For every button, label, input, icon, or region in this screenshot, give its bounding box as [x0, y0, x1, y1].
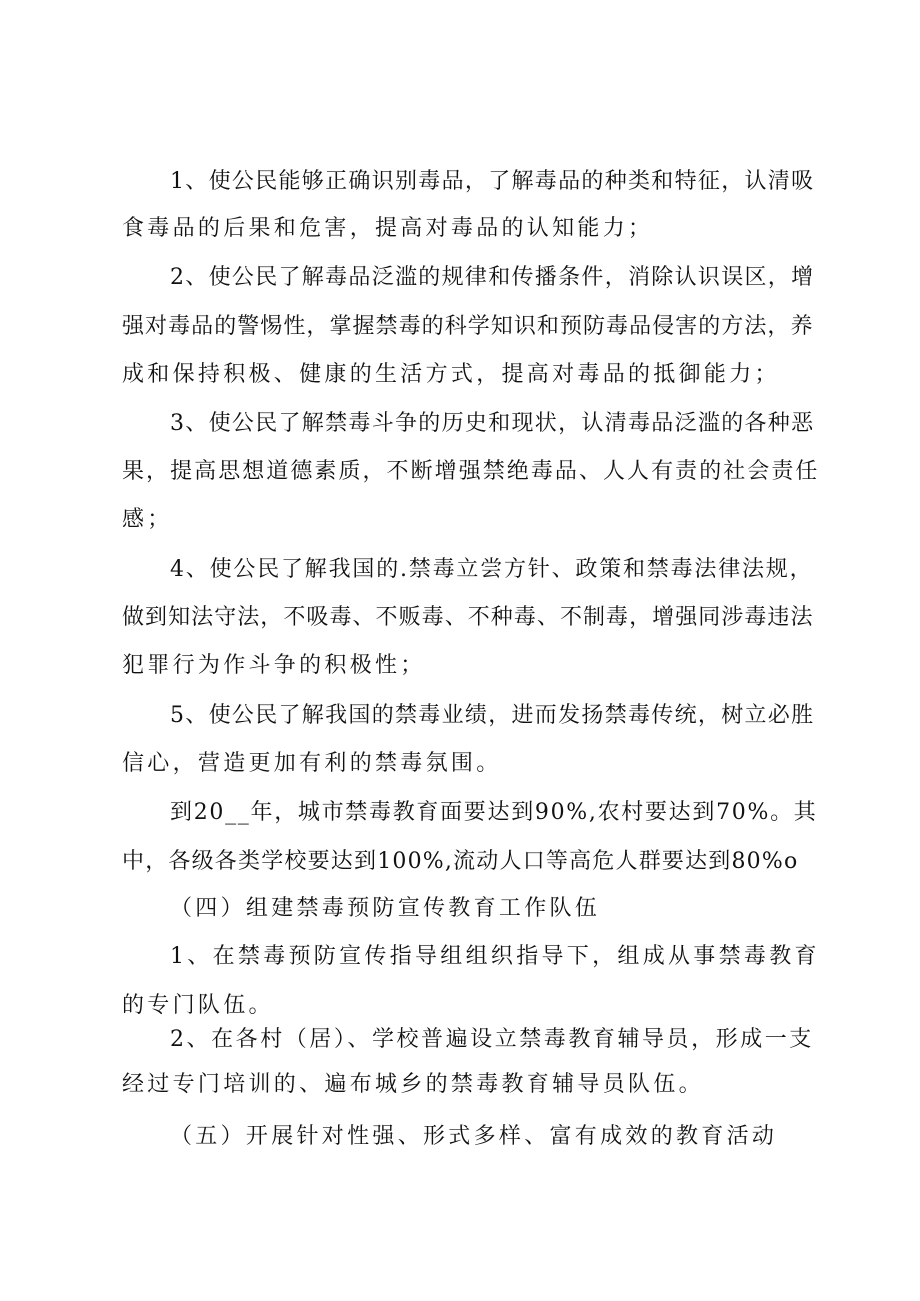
- text-line: 1、在禁毒预防宣传指导组组织指导下，组成从事禁毒教育: [170, 944, 820, 969]
- text-line: 犯罪行为作斗争的积极性；: [122, 653, 426, 678]
- text-line: 到20__年，城市禁毒教育面要达到90%,农村要达到70%。其: [170, 800, 818, 825]
- section-heading: （四）组建禁毒预防宣传教育工作队伍: [170, 896, 601, 921]
- text-line: 成和保持积极、健康的生活方式，提高对毒品的抵御能力；: [122, 362, 780, 387]
- text-line: 做到知法守法，不吸毒、不贩毒、不种毒、不制毒，增强同涉毒违法: [122, 605, 814, 630]
- text-line: 果，提高思想道德素质，不断增强禁绝毒品、人人有责的社会责任: [122, 459, 820, 484]
- text-line: 3、使公民了解禁毒斗争的历史和现状，认清毒品泛滥的各种恶: [170, 411, 815, 436]
- text-line: 的专门队伍。: [122, 993, 274, 1018]
- text-line: 2、在各村（居）、学校普遍设立禁毒教育辅导员，形成一支: [170, 1027, 814, 1052]
- text-line: 2、使公民了解毒品泛滥的规律和传播条件，消除认识误区，增: [170, 265, 815, 290]
- text-line: 信心，营造更加有利的禁毒氛围。: [122, 751, 502, 776]
- text-line: 1、使公民能够正确识别毒品，了解毒品的种类和特征，认清吸: [170, 169, 815, 194]
- text-line: 感；: [122, 507, 173, 532]
- text-line: 中，各级各类学校要达到100%,流动人口等高危人群要达到80%o: [122, 849, 799, 874]
- text-line: 经过专门培训的、遍布城乡的禁毒教育辅导员队伍。: [122, 1072, 704, 1097]
- text-line: 5、使公民了解我国的禁毒业绩，进而发扬禁毒传统，树立必胜: [170, 703, 815, 728]
- section-heading: （五）开展针对性强、形式多样、富有成效的教育活动: [170, 1124, 778, 1149]
- text-line: 4、使公民了解我国的.禁毒立尝方针、政策和禁毒法律法规，: [170, 557, 814, 582]
- text-line: 食毒品的后果和危害，提高对毒品的认知能力；: [122, 216, 654, 241]
- text-line: 强对毒品的警惕性，掌握禁毒的科学知识和预防毒品侵害的方法，养: [122, 314, 814, 339]
